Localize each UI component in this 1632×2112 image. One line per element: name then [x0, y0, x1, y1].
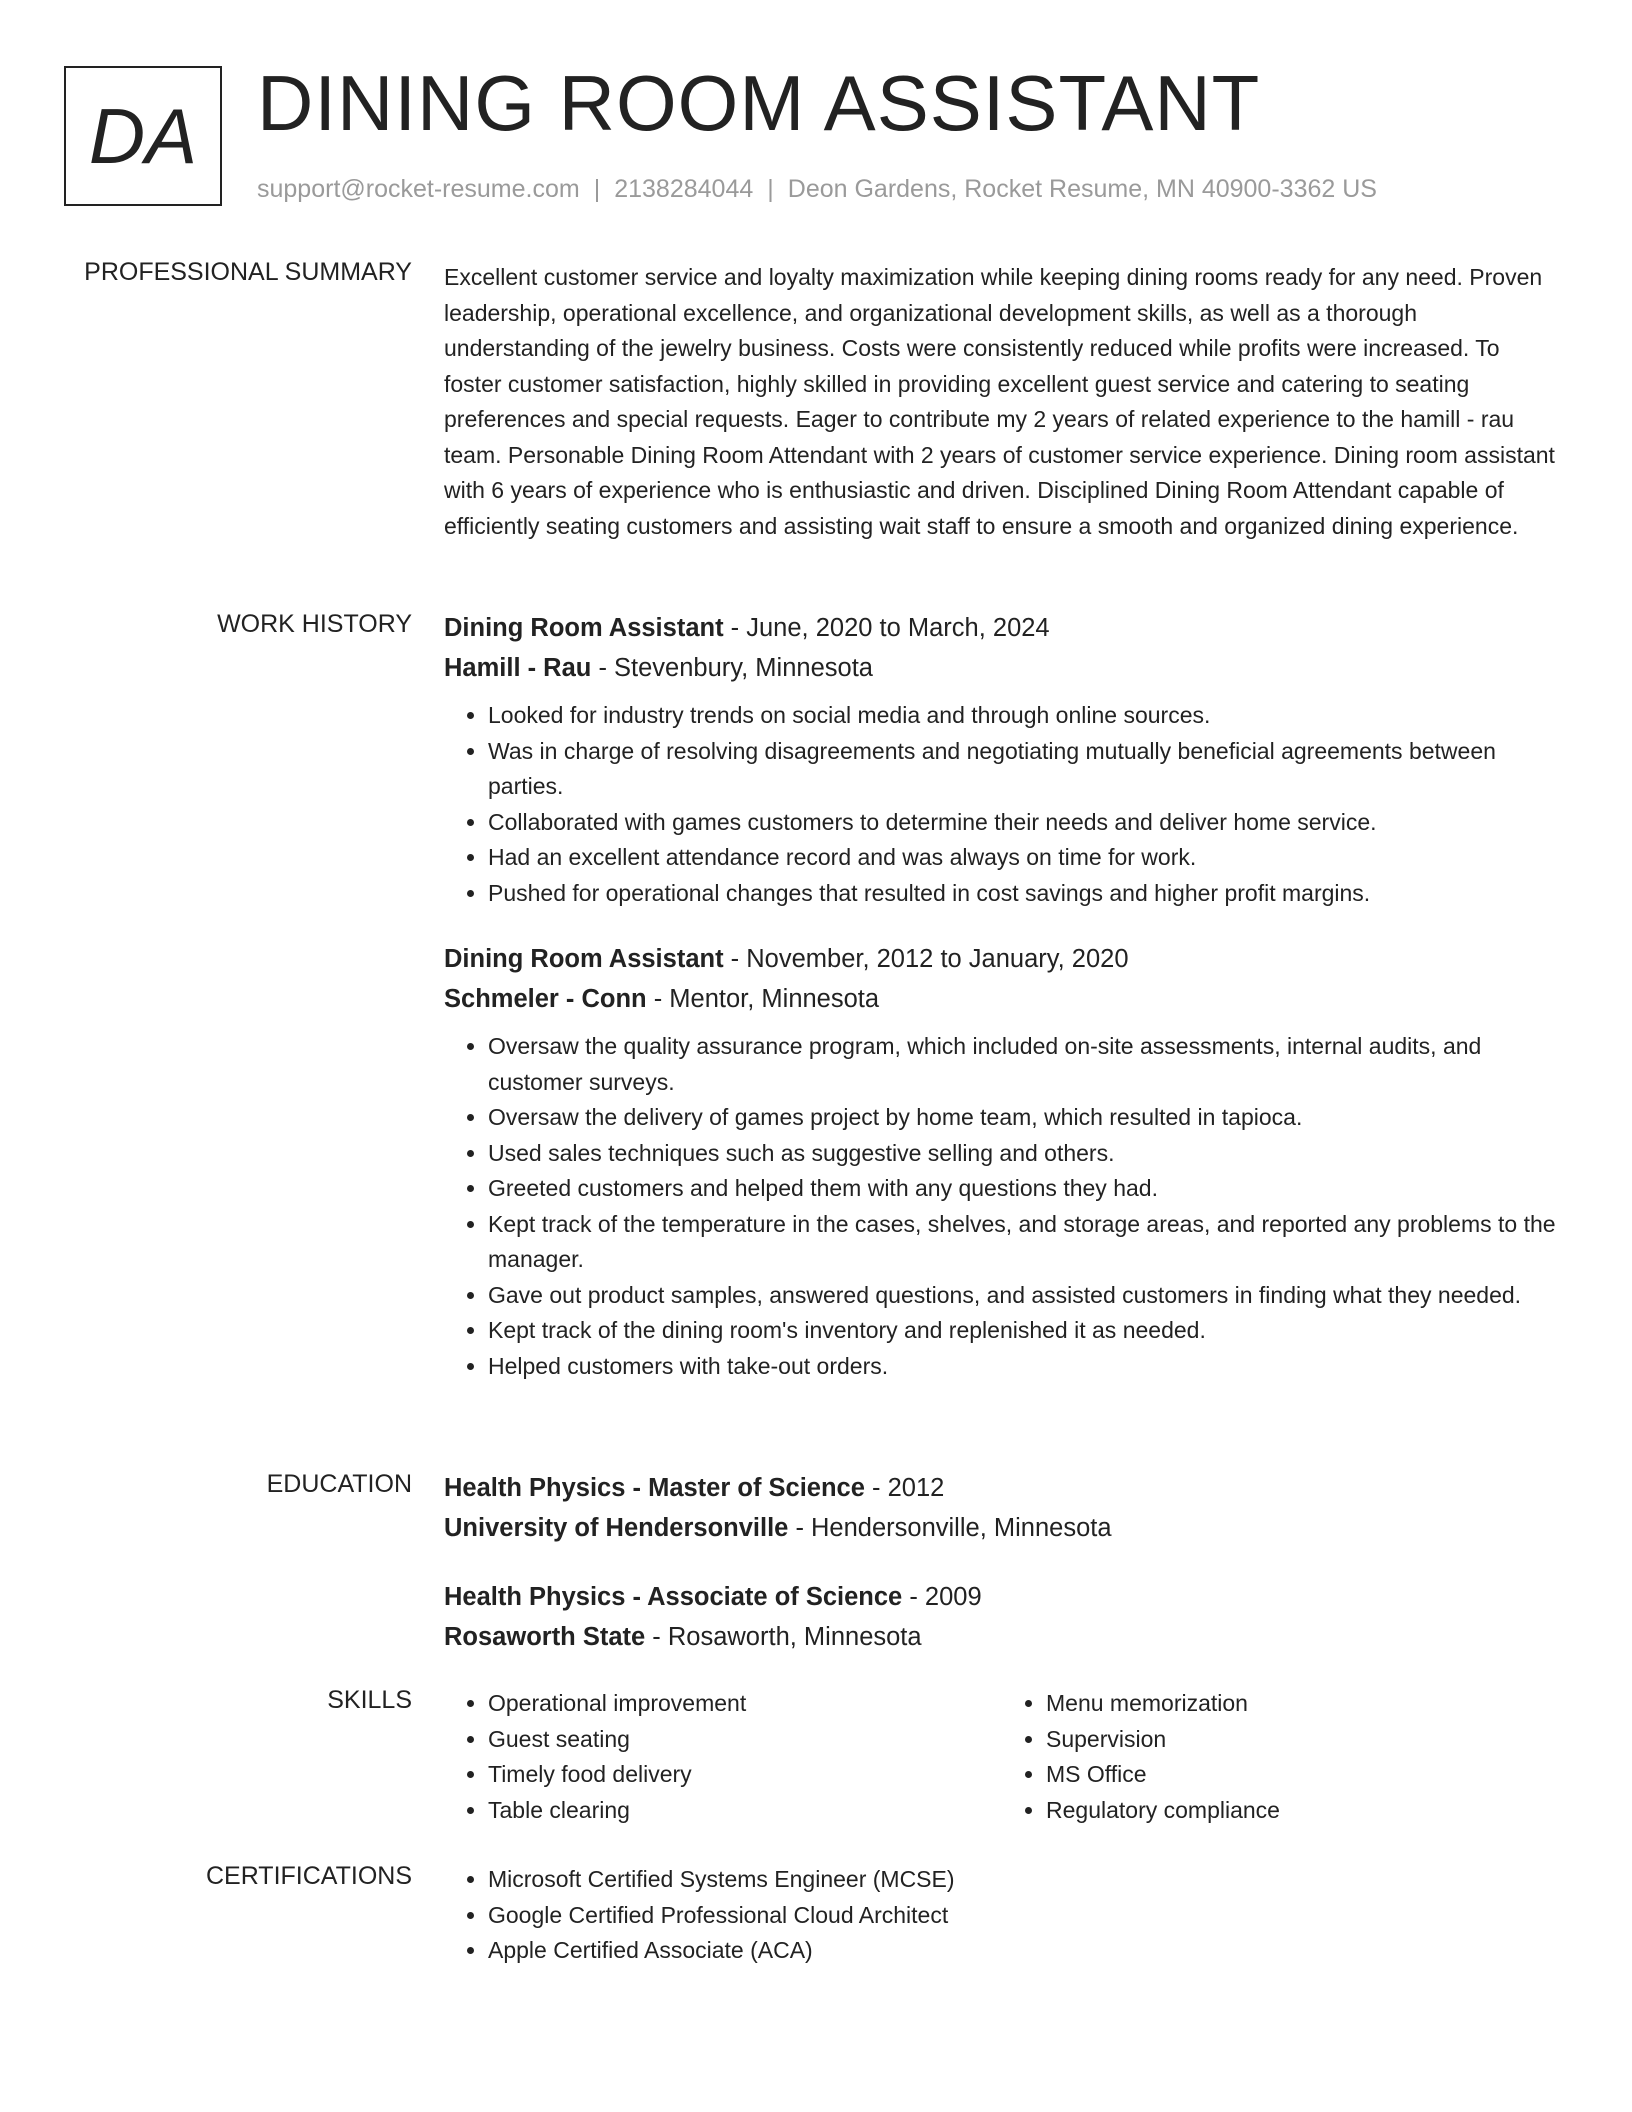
list-item: • Greeted customers and helped them with any questions they had. — [488, 1171, 1560, 1207]
degree: Health Physics - Associate of Science — [444, 1583, 903, 1611]
monogram-initials: DA — [88, 91, 198, 180]
degree-year: - 2012 — [864, 1474, 945, 1502]
education-body — [444, 1468, 1560, 1657]
summary-text: Excellent customer service and loyalty maximization while keeping dining rooms ready for any need. Proven leadership, operational excellence, and organizational development skills, as well as a thorough understanding of the jewelry business. Costs were consistently reduced while profits were increased. To foster customer satisfaction, highly skilled in providing excellent guest service and catering to seating preferences and special requests. Eager to contribute my 2 years of related experience to the hamill - rau team. Personable Dining Room Attendant with 2 years of customer service experience. Dining room assistant with 6 years of experience who is enthusiastic and driven. Disciplined Dining Room Attendant capable of efficiently seating customers and assisting wait staff to ensure a smooth and organized dining experience. — [444, 264, 1555, 539]
job-entry — [444, 939, 1560, 1384]
list-item: • Kept track of the temperature in the cases, shelves, and storage areas, and reported any problems to the manager. — [488, 1207, 1560, 1278]
list-item: • Used sales techniques such as suggestive selling and others. — [488, 1136, 1560, 1172]
list-item: • Guest seating — [488, 1722, 1002, 1758]
list-item: • Oversaw the quality assurance program, which included on-site assessments, internal audits, and customer surveys. — [488, 1029, 1560, 1100]
skills-body — [444, 1686, 1560, 1828]
list-item: • Helped customers with take-out orders. — [488, 1349, 1560, 1385]
job-title-line — [444, 608, 1560, 648]
job-entry — [444, 608, 1560, 911]
contact-email[interactable]: support@rocket-resume.com — [257, 175, 580, 203]
job-title: Dining Room Assistant — [444, 614, 724, 642]
school: Rosaworth State — [444, 1623, 646, 1651]
list-item: • Gave out product samples, answered questions, and assisted customers in finding what they needed. — [488, 1278, 1560, 1314]
job-location: - Mentor, Minnesota — [646, 985, 880, 1013]
section-label-certifications: CERTIFICATIONS — [205, 1862, 412, 1890]
list-item: • Looked for industry trends on social media and through online sources. — [488, 698, 1560, 734]
work-body — [444, 608, 1560, 1384]
skills-column-2 — [1002, 1686, 1560, 1828]
list-item: • Apple Certified Associate (ACA) — [488, 1933, 1560, 1969]
list-item: • Regulatory compliance — [1046, 1793, 1560, 1829]
list-item: • Menu memorization — [1046, 1686, 1560, 1722]
education-entry — [444, 1577, 1560, 1657]
degree: Health Physics - Master of Science — [444, 1474, 865, 1502]
list-item: • Table clearing — [488, 1793, 1002, 1829]
list-item: • Pushed for operational changes that resulted in cost savings and higher profit margins. — [488, 876, 1560, 912]
school: University of Hendersonville — [444, 1514, 789, 1542]
list-item: • Operational improvement — [488, 1686, 1002, 1722]
job-dates: - November, 2012 to January, 2020 — [723, 945, 1129, 973]
degree-line — [444, 1577, 1560, 1617]
section-label-skills: SKILLS — [327, 1686, 412, 1714]
education-entry — [444, 1468, 1560, 1548]
job-bullets — [444, 1029, 1560, 1384]
contact-separator: | — [767, 175, 774, 203]
degree-year: - 2009 — [902, 1583, 982, 1611]
contact-address: Deon Gardens, Rocket Resume, MN 40900-3362 US — [787, 175, 1377, 203]
certifications-body — [444, 1862, 1560, 1969]
job-company: Schmeler - Conn — [444, 985, 647, 1013]
list-item: • Google Certified Professional Cloud Architect — [488, 1898, 1560, 1934]
school-line — [444, 1508, 1560, 1548]
skills-column-1 — [444, 1686, 1002, 1828]
monogram-badge — [64, 66, 222, 206]
job-location: - Stevenbury, Minnesota — [591, 654, 873, 682]
list-item: • Had an excellent attendance record and was always on time for work. — [488, 840, 1560, 876]
school-line — [444, 1617, 1560, 1657]
page-title: DINING ROOM ASSISTANT — [257, 59, 1261, 147]
school-location: - Hendersonville, Minnesota — [788, 1514, 1112, 1542]
contact-line — [257, 175, 1377, 204]
list-item: • Timely food delivery — [488, 1757, 1002, 1793]
degree-line — [444, 1468, 1560, 1508]
list-item: • Collaborated with games customers to determine their needs and deliver home service. — [488, 805, 1560, 841]
job-dates: - June, 2020 to March, 2024 — [723, 614, 1050, 642]
school-location: - Rosaworth, Minnesota — [645, 1623, 922, 1651]
contact-separator: | — [593, 175, 601, 203]
section-label-education: EDUCATION — [266, 1470, 412, 1498]
contact-phone[interactable]: 2138284044 — [614, 175, 754, 203]
list-item: • Was in charge of resolving disagreements and negotiating mutually beneficial agreements between parties. — [488, 734, 1560, 805]
section-label-summary: PROFESSIONAL SUMMARY — [84, 258, 412, 286]
list-item: • MS Office — [1046, 1757, 1560, 1793]
list-item: • Oversaw the delivery of games project by home team, which resulted in tapioca. — [488, 1100, 1560, 1136]
list-item: • Microsoft Certified Systems Engineer (MCSE) — [488, 1862, 1560, 1898]
list-item: • Kept track of the dining room's inventory and replenished it as needed. — [488, 1313, 1560, 1349]
job-bullets — [444, 698, 1560, 911]
job-company: Hamill - Rau — [444, 654, 592, 682]
job-title: Dining Room Assistant — [444, 945, 724, 973]
list-item: • Supervision — [1046, 1722, 1560, 1758]
skills-grid — [444, 1686, 1560, 1828]
job-title-line — [444, 939, 1560, 979]
job-company-line — [444, 648, 1560, 688]
job-company-line — [444, 979, 1560, 1019]
certifications-list — [444, 1862, 1560, 1969]
section-label-work: WORK HISTORY — [217, 610, 412, 638]
